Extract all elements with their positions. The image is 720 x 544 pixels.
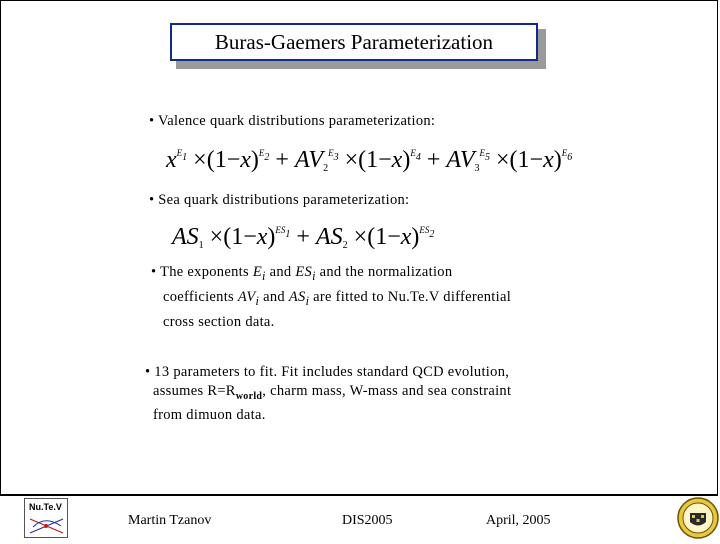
- params-line-3: from dimuon data.: [153, 406, 266, 423]
- formula-valence: $x^{E_1} \times(1-x)^{E_2} + AV_2^{E_3} \times(1-x)^{E_4} + AV_3^{E_5} \times(1-x)^{E_6}$: [166, 147, 573, 174]
- formula-sea: $AS_1 \times(1-x)^{ES_1} + AS_2 \times(1-x)^{ES_2}$: [172, 224, 435, 251]
- params-line-2: assumes $R=R_{world}$, charm mass, W-mass and sea constraint: [153, 383, 512, 402]
- slide-title-text: Buras-Gaemers Parameterization: [214, 29, 494, 54]
- svg-text:Nu.Te.V: Nu.Te.V: [29, 502, 62, 512]
- params-line-1: • 13 parameters to fit. Fit includes standard QCD evolution,: [145, 364, 510, 380]
- nutev-logo: [24, 498, 68, 538]
- bullet-exponents: [151, 262, 511, 333]
- exponents-line-3: cross section data.: [163, 313, 275, 330]
- footer-author: Martin Tzanov: [128, 513, 212, 528]
- footer-conference: DIS2005: [342, 513, 393, 528]
- bullet-valence: • Valence quark distributions parameterization:: [149, 113, 436, 129]
- university-seal-graphic: [677, 497, 719, 539]
- exponents-line-2: coefficients $AV_i$ and $AS_i$ are fitted to Nu.Te.V differential: [163, 288, 512, 308]
- nutev-logo-graphic: [25, 499, 67, 537]
- bullet-parameters: [145, 363, 511, 425]
- exponents-line-1: • The exponents $E_i$ and $ES_i$ and the normalization: [151, 264, 453, 283]
- slide-title: [170, 23, 538, 61]
- bullet-sea: • Sea quark distributions parameterization:: [149, 192, 410, 208]
- footer-date: April, 2005: [486, 513, 551, 528]
- university-seal: [677, 497, 719, 539]
